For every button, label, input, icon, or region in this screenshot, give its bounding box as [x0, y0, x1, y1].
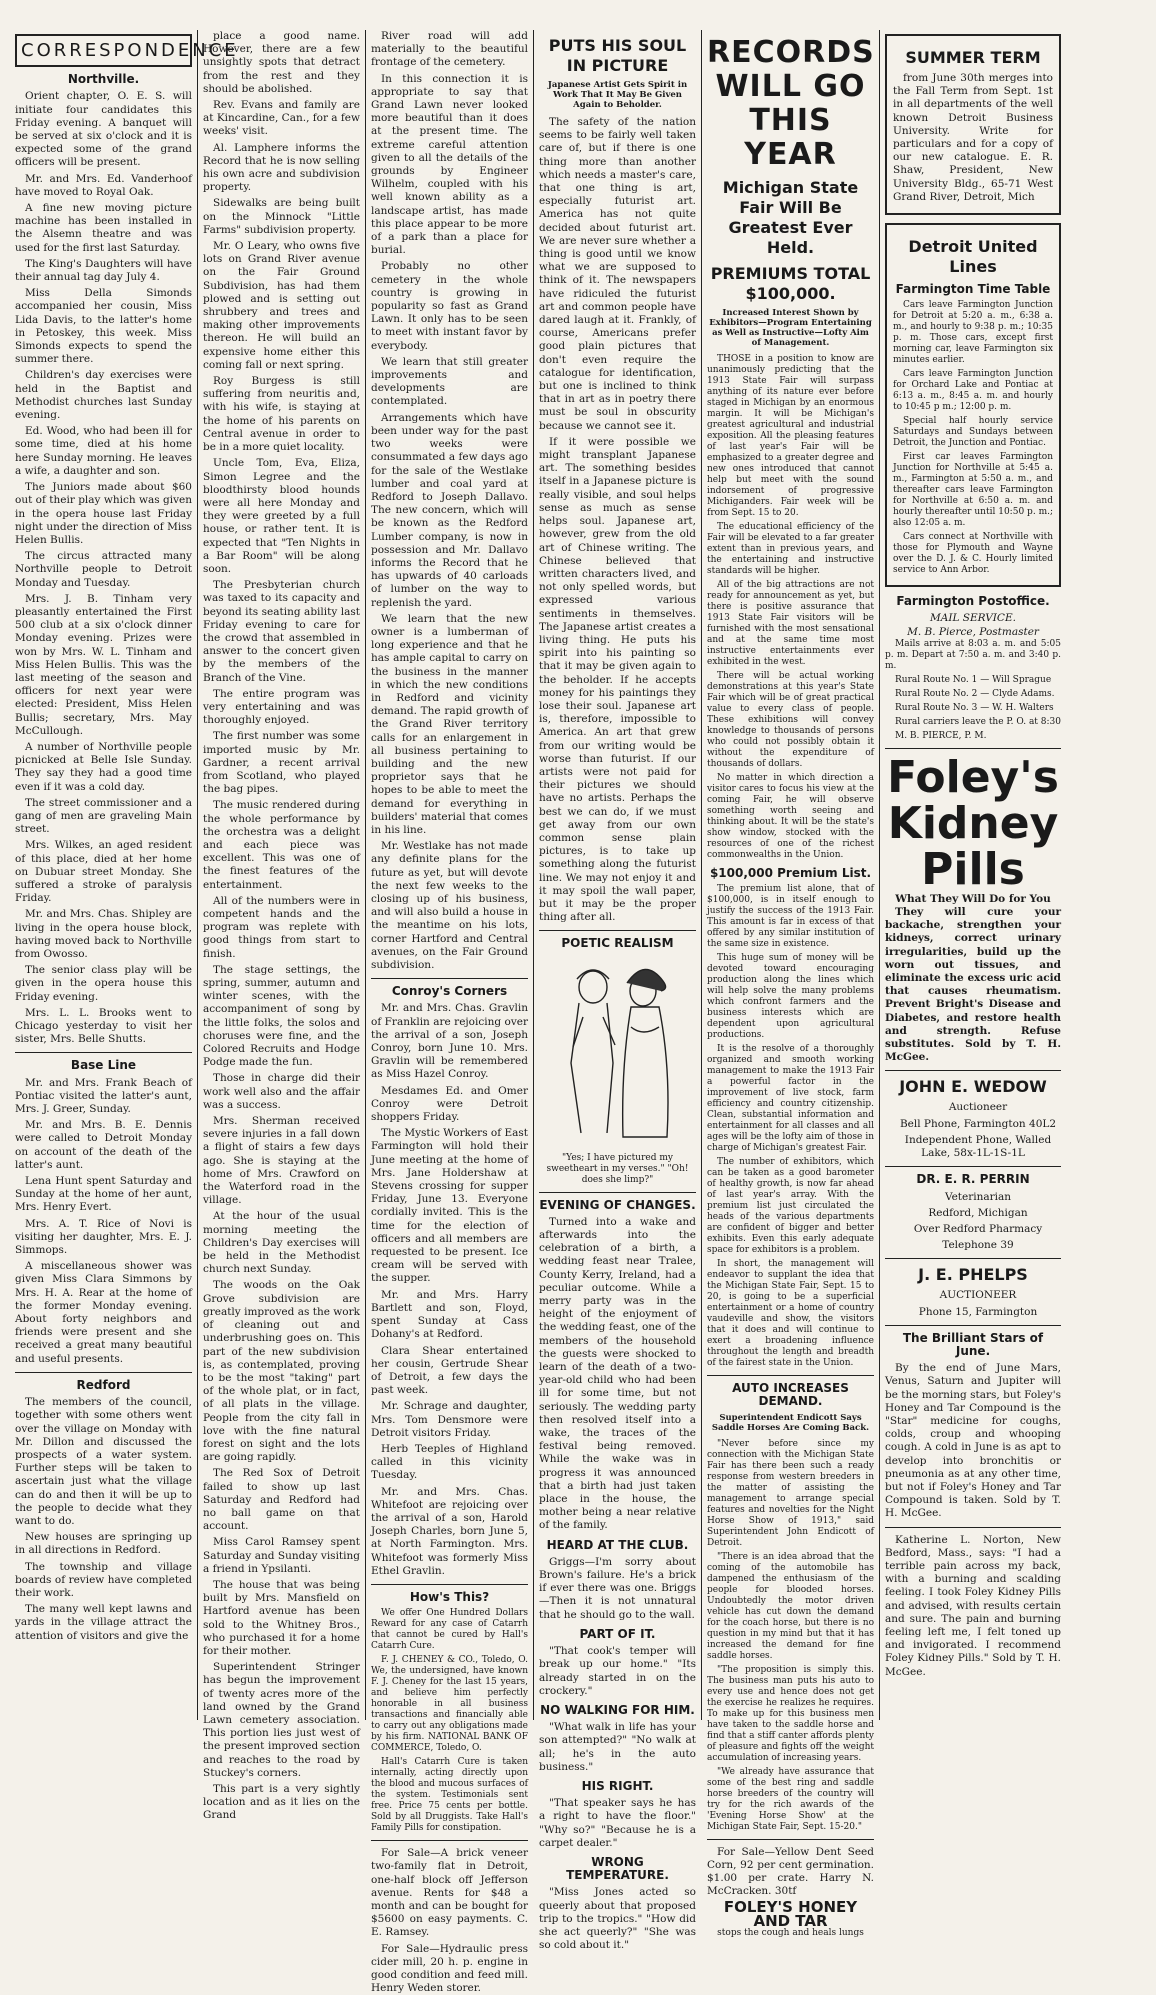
- summer-term-text: from June 30th merges into the Fall Term from Sept. 1st in all departments of the well known Detroit Business University. Write for particulars and for a copy of our new catalogue. E. R. Shaw, President, New University Bldg., 65-71 West Grand River, Detroit, Mich: [893, 72, 1053, 203]
- article-paragraph: "There is an idea abroad that the coming of the automobile has dampened the enthusiasm of the people for blooded horses. Undoubtedly the motor driven vehicle has cut down the demand for the coach horse, but there is no question in my mind but that it has increased the demand for fine saddle horses.: [707, 1551, 874, 1661]
- card-line: Telephone 39: [942, 1239, 1014, 1252]
- poetic-realism-heading: POETIC REALISM: [561, 936, 674, 951]
- auto-body: [707, 1439, 874, 1833]
- ad-item: We offer One Hundred Dollars Reward for any case of Catarrh that cannot be cured by Hall's Catarrh Cure.: [371, 1608, 528, 1652]
- correspondence-banner: CORRESPONDENCE: [15, 34, 192, 67]
- news-item: Those in charge did their work well also and the affair was a success.: [203, 1072, 360, 1111]
- news-item: The Juniors made about $60 out of their play which was given in the opera house last Friday night under the direction of Miss Helen Bullis.: [15, 481, 192, 546]
- timetable-item: Cars leave Farmington Junction for Detroit at 5:20 a. m., 6:38 a. m., and hourly to 9:38 p. m.; 10:35 p. m. Those cars, except first morning car, leave Farmington six minutes earlier.: [893, 300, 1053, 366]
- news-item: Rev. Evans and family are at Kincardine, Can., for a few weeks' visit.: [203, 99, 360, 138]
- article-paragraph: There will be actual working demonstrations at this year's State Fair which will be of great practical value to every class of people. These exhibitions will convey knowledge to thousands of persons who could not possibly obtain it without the expenditure of thousands of dollars.: [707, 671, 874, 769]
- seed-corn-ad: For Sale—Yellow Dent Seed Corn, 92 per cent germination. $1.00 per crate. Harry N. McCracken. 30tf: [707, 1845, 874, 1898]
- news-item: Sidewalks are being built on the Minnock "Little Farms" subdivision property.: [203, 197, 360, 236]
- news-item: Mr. and Mrs. Harry Bartlett and son, Floyd, spent Sunday at Cass Dohany's at Redford.: [371, 1288, 528, 1341]
- article-paragraph: In short, the management will endeavor to supplant the idea that the Michigan State Fair, Sept. 15 to 20, is going to be a superficial entertainment or a home of country vaudeville and show, the visitors that it does and will continue to exert a broadening influence throughout the length and breadth of the fairest state in the Union.: [707, 1259, 874, 1369]
- redford-heading: Redford: [76, 1377, 131, 1392]
- japanese-art-body: [539, 116, 696, 924]
- baseline-items: [15, 1077, 192, 1366]
- card-line: Veterinarian: [944, 1190, 1012, 1203]
- phelps-items: [885, 1289, 1061, 1318]
- timetable-item: First car leaves Farmington Junction for Northville at 5:45 a. m., Farmington at 5:50 a. m., and thereafter cars leave Farmington for Northville at 6:50 a. m. and hourly thereafter until 10:50 p. m.; also 12:05 a. m.: [893, 452, 1053, 529]
- foley-kidney-pills-heading: Foley's Kidney Pills: [887, 751, 1059, 895]
- news-item: Mr. and Mrs. Chas. Whitefoot are rejoicing over the arrival of a son, Harold Joseph Charles, born June 5, at North Farmington. Mrs. Whitefoot was formerly Miss Ethel Gravlin.: [371, 1485, 528, 1577]
- state-fair-body: [707, 354, 874, 861]
- norton-text: Katherine L. Norton, New Bedford, Mass., says: "I had a terrible pain across my back, with a burning and scalding feeling. I took Foley Kidney Pills and advised, with results certain and sure. The pain and burning feeling left me, I felt toned up and invigorated. I recommend Foley Kidney Pills." Sold by T. H. McGee.: [885, 1533, 1061, 1678]
- news-item: The King's Daughters will have their annual tag day July 4.: [15, 257, 192, 284]
- news-item: New houses are springing up in all directions in Redford.: [15, 1531, 192, 1557]
- postoffice-line: Mails arrive at 8:03 a. m. and 5:05 p. m. Depart at 7:50 a. m. and 3:40 p. m.: [885, 638, 1061, 671]
- news-item: Mr. and Mrs. B. E. Dennis were called to Detroit Monday on account of the death of the latter's aunt.: [15, 1119, 192, 1171]
- news-item: Mr. and Mrs. Chas. Gravlin of Franklin are rejoicing over the arrival of a son, Joseph Conroy, born June 10. Mrs. Gravlin will be remembered as Miss Hazel Conroy.: [371, 1002, 528, 1081]
- postoffice-line: Rural Route No. 2 — Clyde Adams.: [895, 688, 1055, 699]
- news-item: Mr. O Leary, who owns five lots on Grand River avenue on the Fair Ground Subdivision, has had them plowed and is setting out shrubbery and trees and making other improvements thereon. He will build an expensive home either this coming fall or next spring.: [203, 240, 360, 371]
- cemetery-lumber-items: [371, 30, 528, 972]
- foley-subheading: What They Will Do for You: [895, 892, 1051, 905]
- mail-service-label: MAIL SERVICE.: [930, 612, 1016, 625]
- article-paragraph: The educational efficiency of the Fair will be elevated to a far greater extent than in previous years, and the entertaining and instructive standards will be higher.: [707, 522, 874, 576]
- records-headline: RECORDS WILL GO THIS YEAR: [707, 35, 875, 172]
- perrin-heading: DR. E. R. PERRIN: [916, 1172, 1030, 1187]
- part-text: "That cook's temper will break up our home." "Its already started in on the crockery.": [539, 1645, 696, 1697]
- article-paragraph: All of the big attractions are not ready for announcement as yet, but there is positive assurance that 1913 State Fair visitors will be furnished with the most sensational and at the same time most instructive entertainments ever exhibited in the west.: [707, 580, 874, 667]
- evening-text: Turned into a wake and afterwards into the celebration of a birth, a wedding feast near Tralee, County Kerry, Ireland, had a peculiar outcome. While a merry party was in the height of the enjoyment of the wedding feast, one of the members of the household the guests were shocked to learn of the death of a two-year-old child who had been ill for some time, but not seriously. The wedding party then resolved itself into a wake, the traces of the festival being removed. While the wake was in progress it was announced that a birth had just taken place in the house, the mother being a near relative of the family.: [539, 1215, 696, 1532]
- article-paragraph: The number of exhibitors, which can be taken as a good barometer of healthy growth, is now far ahead of last year's array. With the premium list just circulated the heads of the various departments are confident of bigger and better exhibits. Even this early adequate space for exhibitors is a problem.: [707, 1157, 874, 1256]
- state-fair-subhead: Increased Interest Shown by Exhibitors—Program Entertaining as Well as Instructive—Lofty Aim of Management.: [709, 308, 872, 348]
- article-paragraph: This huge sum of money will be devoted toward encouraging production along the lines which will help solve the many problems which confront farmers and the business interests which are dependent upon agricultural productions.: [707, 953, 874, 1041]
- news-item: Mrs. L. L. Brooks went to Chicago yesterday to visit her sister, Mrs. Belle Shutts.: [15, 1006, 192, 1046]
- right-heading: HIS RIGHT.: [581, 1778, 654, 1793]
- news-item: Mr. and Mrs. Frank Beach of Pontiac visited the latter's aunt, Mrs. J. Greer, Sunday.: [15, 1076, 192, 1116]
- forsale-items: [371, 1847, 528, 1995]
- part-heading: PART OF IT.: [579, 1626, 656, 1641]
- premium-heading: $100,000 Premium List.: [709, 866, 872, 880]
- club-text: Griggs—I'm sorry about Brown's failure. He's a brick if ever there was one. Briggs—Then it is not unnatural that he should go to the wall.: [539, 1555, 696, 1621]
- news-item: Herb Teeples of Highland called in this vicinity Tuesday.: [371, 1442, 528, 1482]
- news-item: River road will add materially to the beautiful frontage of the cemetery.: [371, 30, 528, 69]
- column-4: [534, 30, 702, 1952]
- temp-text: "Miss Jones acted so queerly about that proposed trip to the tropics." "How did she act queerly?" "She was so cold about it.": [539, 1886, 696, 1952]
- timetable-item: Cars connect at Northville with those for Plymouth and Wayne over the D. J. & C. Hourly limited service to Ann Arbor.: [893, 532, 1053, 576]
- phelps-heading: J. E. PHELPS: [918, 1265, 1028, 1285]
- news-item: Roy Burgess is still suffering from neuritis and, with his wife, is staying at the home of his parents on Central avenue in order to be in a more quiet locality.: [203, 375, 360, 454]
- poetic-realism-cartoon: [543, 957, 693, 1147]
- news-item: The Mystic Workers of East Farmington will hold their June meeting at the home of Mrs. Jane Holdershaw at Stevens crossing for supper Friday, June 13. Everyone cordially invited. This is the time for the election of officers and all members are requested to be present. Ice cream will be served with the supper.: [371, 1127, 529, 1285]
- newspaper-page: [10, 30, 1146, 1995]
- howsthis-items: [371, 1608, 528, 1834]
- column-2: [198, 30, 366, 1822]
- news-item: The township and village boards of review have completed their work.: [15, 1560, 192, 1599]
- news-item: Superintendent Stringer has begun the improvement of twenty acres more of the land owned by the Grand Lawn cemetery association. This portion lies just west of the present improved section and reaches to the road by Stuckey's corners.: [203, 1661, 360, 1779]
- news-item: The first number was some imported music by Mr. Gardner, a recent arrival from Scotland, who played the bag pipes.: [203, 730, 360, 796]
- dul-subheading: Farmington Time Table: [895, 282, 1051, 297]
- conroy-items: [371, 1002, 528, 1578]
- news-item: Mr. Westlake has not made any definite plans for the future as yet, but will devote the next few weeks to the closing up of his business, and will also build a house in the meantime on his lots, corner Hartford and Central avenues, on the Fair Ground subdivision.: [371, 840, 528, 972]
- news-item: Lena Hunt spent Saturday and Sunday at the home of her aunt, Mrs. Henry Evert.: [15, 1175, 192, 1214]
- news-item: Miss Carol Ramsey spent Saturday and Sunday visiting a friend in Ypsilanti.: [203, 1536, 360, 1575]
- news-item: All of the numbers were in competent hands and the program was replete with good things from start to finish.: [203, 894, 360, 960]
- news-item: Mrs. J. B. Tinham very pleasantly entertained the First 500 club at a six o'clock dinner Monday evening. Prizes were won by Mrs. W. L. Tinham and Miss Helen Bullis. This was the last meeting of the season and officers for next year were elected: President, Miss Helen Bullis; secretary, Mrs. May McCullough.: [15, 592, 192, 737]
- article-paragraph: "We already have assurance that some of the best ring and saddle horse breeders of the country will try for the rich awards of the 'Evening Horse Show' at the Michigan State Fair, Sept. 15-20.": [707, 1766, 874, 1832]
- northville-heading: Northville.: [67, 72, 140, 87]
- card-line: Phone 15, Farmington: [918, 1305, 1038, 1318]
- evening-heading: EVENING OF CHANGES.: [539, 1197, 696, 1212]
- article-paragraph: No matter in which direction a visitor cares to focus his view at the coming Fair, he will observe something worth seeing and thinking about. It will be the state's show window, stocked with the resources of one of the richest commonwealths in the Union.: [707, 773, 874, 860]
- article-paragraph: "The proposition is simply this. The business man puts his auto to every use and hence does not get the exercise he realizes he requires. To make up for this business men have taken to the saddle horse and find that a stiff canter affords plenty of pleasure and fights off the weight accumulation of increasing years.: [707, 1664, 874, 1763]
- japanese-art-headline: PUTS HIS SOUL IN PICTURE: [548, 36, 687, 75]
- news-item: The street commissioner and a gang of men are graveling Main street.: [15, 796, 192, 836]
- news-item: A number of Northville people picnicked at Belle Isle Sunday. They say they had a good time even if it was a cold day.: [15, 740, 192, 793]
- postoffice-line: Rural Route No. 1 — Will Sprague: [895, 674, 1052, 685]
- postoffice-items: [885, 639, 1061, 742]
- wedow-items: [885, 1101, 1061, 1160]
- summer-term-heading: SUMMER TERM: [905, 48, 1041, 67]
- baseline-heading: Base Line: [70, 1058, 137, 1073]
- news-item: Ed. Wood, who had been ill for some time, died at his home here Sunday morning. He leaves a wife, a daughter and son.: [15, 425, 192, 477]
- news-item: The entire program was very entertaining and was thoroughly enjoyed.: [203, 687, 360, 727]
- news-item: Probably no other cemetery in the whole country is growing in popularity so fast as Grand Lawn. It only has to be seen to meet with instant favor by everybody.: [371, 260, 528, 352]
- state-fair-headline: Michigan State Fair Will Be Greatest Ever Held.: [722, 178, 859, 257]
- temp-heading: WRONG TEMPERATURE.: [566, 1854, 669, 1883]
- news-item: This part is a very sightly location and as it lies on the Grand: [203, 1783, 360, 1822]
- postoffice-line: Rural carriers leave the P. O. at 8:30: [895, 716, 1061, 727]
- news-item: Uncle Tom, Eva, Eliza, Simon Legree and the bloodthirsty blood hounds were all here Monday and they were greeted by a full house, or rather tent. It is expected that "Ten Nights in a Bar Room" will be along soon.: [203, 457, 360, 575]
- postmaster-name: M. B. Pierce, Postmaster: [907, 625, 1039, 638]
- classified-item: For Sale—Hydraulic press cider mill, 20 h. p. engine in good condition and feed mill. Henry Weden storer.: [371, 1942, 528, 1995]
- news-item: Orient chapter, O. E. S. will initiate four candidates this Friday evening. A banquet will be served at six o'clock and it is expected some of the grand officers will be present.: [15, 90, 192, 169]
- foleys-honey-tar-tagline: stops the cough and heals lungs: [717, 1927, 864, 1938]
- auto-subhead: Superintendent Endicott Says Saddle Horses Are Coming Back.: [711, 1412, 870, 1433]
- news-item: We learn that still greater improvements and developments are contemplated.: [371, 355, 528, 408]
- article-paragraph: The premium list alone, that of $100,000, is in itself enough to justify the success of the 1913 Fair. This amount is far in excess of that offered by any similar institution of the same size in existence.: [707, 884, 874, 950]
- ad-item: F. J. CHENEY & CO., Toledo, O. We, the undersigned, have known F. J. Cheney for the last 15 years, and believe him perfectly honorable in all business transactions and financially able to carry out any obligations made by his firm. NATIONAL BANK OF COMMERCE, Toledo, O.: [371, 1655, 528, 1754]
- news-item: The senior class play will be given in the opera house this Friday evening.: [15, 964, 192, 1003]
- news-item: Clara Shear entertained her cousin, Gertrude Shear of Detroit, a few days the past week.: [371, 1344, 528, 1397]
- ad-item: Hall's Catarrh Cure is taken internally, acting directly upon the blood and mucous surfaces of the system. Testimonials sent free. Price 75 cents per bottle. Sold by all Druggists. Take Hall's Family Pills for constipation.: [371, 1757, 528, 1834]
- article-paragraph: It is the resolve of a thoroughly organized and smooth working management to make the 1913 Fair a powerful factor in the improvement of live stock, farm efficiency and country citizenship. Clean, substantial information and entertainment for all classes and all ages will be the lofty aim of those in charge of Michigan's greatest Fair.: [707, 1044, 874, 1154]
- card-line: Over Redford Pharmacy: [913, 1222, 1043, 1235]
- postoffice-line: M. B. PIERCE, P. M.: [895, 730, 987, 741]
- dul-timetable: [885, 223, 1061, 587]
- news-item: The members of the council, together with some others went over the village on Monday with Mr. Dillon and discussed the prospects of a water system. Further steps will be taken to ascertain just what the village can do and then it will be up to the people to decide what they want to do.: [15, 1396, 192, 1527]
- dul-items: [893, 300, 1053, 576]
- news-item: Mr. and Mrs. Chas. Shipley are living in the opera house block, having moved back to Northville from Owosso.: [15, 908, 192, 960]
- premium-body: [707, 884, 874, 1369]
- news-item: Arrangements which have been under way for the past two weeks were consummated a few days ago for the sale of the Westlake lumber and coal yard at Redford to Joseph Dallavo. The new concern, which will be known as the Redford Lumber company, is now in possession and Mr. Dallavo informs the Record that he has upwards of 40 carloads of lumber on the way to replenish the yard.: [371, 411, 528, 609]
- news-item: Al. Lamphere informs the Record that he is now selling his own acre and subdivision property.: [203, 141, 360, 194]
- dul-heading: Detroit United Lines: [908, 237, 1038, 277]
- cartoon-caption: "Yes; I have pictured my sweetheart in my verses." "Oh! does she limp?": [546, 1152, 689, 1185]
- redford-items: [15, 1396, 192, 1643]
- column-3: [366, 30, 534, 1995]
- summer-term-ad: [885, 34, 1061, 215]
- column-5: [702, 30, 880, 1938]
- card-line: Independent Phone, Walled Lake, 58x-1L-1S-1L: [904, 1133, 1052, 1160]
- news-item: The music rendered during the whole performance by the orchestra was a delight and each piece was excellent. This was one of the finest features of the entertainment.: [203, 799, 360, 891]
- stars-heading: The Brilliant Stars of June.: [902, 1330, 1044, 1358]
- redford-continued-items: [203, 30, 360, 1823]
- auto-heading: AUTO INCREASES DEMAND.: [732, 1381, 849, 1409]
- news-item: Mrs. A. T. Rice of Novi is visiting her daughter, Mrs. E. J. Simmops.: [15, 1217, 192, 1257]
- news-item: At the hour of the usual morning meeting the Children's Day exercises will be held in the Methodist church next Sunday.: [203, 1210, 360, 1276]
- timetable-item: Special half hourly service Saturdays and Sundays between Detroit, the Junction and Pontiac.: [893, 416, 1053, 449]
- howsthis-heading: How's This?: [409, 1589, 490, 1604]
- japanese-art-subhead: Japanese Artist Gets Spirit in Work That It May Be Given Again to Beholder.: [547, 80, 688, 110]
- news-item: Mrs. Sherman received severe injuries in a fall down a flight of stairs a few days ago. She is staying at the home of Mrs. Crawford on the Waterford road in the village.: [203, 1115, 360, 1207]
- postoffice-line: Rural Route No. 3 — W. H. Walters: [895, 702, 1054, 713]
- club-heading: HEARD AT THE CLUB.: [546, 1537, 689, 1552]
- premiums-headline: PREMIUMS TOTAL $100,000.: [710, 264, 871, 303]
- northville-items: [15, 90, 192, 1046]
- foleys-honey-tar-ad: FOLEY'S HONEY AND TAR: [723, 1898, 858, 1930]
- article-paragraph: THOSE in a position to know are unanimously predicting that the 1913 State Fair will surpass anything of its nature ever before staged in Michigan by an enormous margin. It will be Michigan's greatest agricultural and industrial exposition. All the pleasing features of last year's Fair will be emphasized to a greater degree and new ones introduced that cannot help but meet with the sound indorsement of progressive Michiganders. Fair week will be from Sept. 15 to 20.: [707, 354, 874, 518]
- postoffice-heading: Farmington Postoffice.: [896, 594, 1050, 609]
- news-item: In this connection it is appropriate to say that Grand Lawn never looked more beautiful than it does at the present time. The extreme careful attention given to all the details of the grounds by Engineer Wilhelm, coupled with his well known ability as a landscape artist, has made this place appear to be more of a park than a place for burial.: [371, 72, 528, 257]
- news-item: Mesdames Ed. and Omer Conroy were Detroit shoppers Friday.: [371, 1084, 528, 1124]
- news-item: The circus attracted many Northville people to Detroit Monday and Tuesday.: [15, 550, 192, 589]
- article-paragraph: "Never before since my connection with the Michigan State Fair has there been such a ready response from western breeders in the matter of assisting the management to arrange special features and novelties for the Night Horse Show of 1913," said Superintendent John Endicott of Detroit.: [707, 1438, 874, 1548]
- classified-item: For Sale—A brick veneer two-family flat in Detroit, one-half block off Jefferson avenue. Rents for $48 a month and can be bought for $5600 on easy payments. C. E. Ramsey.: [371, 1847, 528, 1939]
- news-item: The stage settings, the spring, summer, autumn and winter scenes, with the accompaniment of song by the little folks, the solos and choruses were fine, and the Colored Recruits and Hodge Podge made the fun.: [203, 963, 360, 1069]
- news-item: A miscellaneous shower was given Miss Clara Simmons by Mrs. H. A. Rear at the home of the former Monday evening. About forty neighbors and friends were present and she received a great many beautiful and useful presents.: [15, 1260, 192, 1365]
- news-item: place a good name. However, there are a few unsightly spots that detract from the rest and they should be abolished.: [203, 30, 360, 95]
- wedow-heading: JOHN E. WEDOW: [899, 1077, 1047, 1097]
- news-item: Mrs. Wilkes, an aged resident of this place, died at her home on Dubuar street Monday. She suffered a stroke of paralysis Friday.: [15, 839, 192, 905]
- article-paragraph: The safety of the nation seems to be fairly well taken care of, but if there is one thing more than another which needs a master's care, that one thing is art, especially futurist art. America has not quite decided about futurist art. We are never sure whether a thing is good until we know what we are supposed to think of it. The newspapers have ridiculed the futurist art and common people have dared laugh at it. Frankly, of course, Americans prefer good plain pictures that don't even require the catalogue for identification, but one is inclined to think that in art as in poetry there must be soul in obscurity because we cannot see it.: [539, 116, 696, 432]
- walking-heading: NO WALKING FOR HIM.: [540, 1702, 695, 1717]
- column-6: [880, 30, 1066, 1720]
- card-line: Auctioneer: [948, 1101, 1008, 1114]
- news-item: Mr. Schrage and daughter, Mrs. Tom Densmore were Detroit visitors Friday.: [371, 1400, 528, 1439]
- news-item: The many well kept lawns and yards in the village attract the attention of visitors and give the: [15, 1603, 192, 1642]
- card-line: Redford, Michigan: [928, 1206, 1028, 1219]
- stars-text: By the end of June Mars, Venus, Saturn and Jupiter will be the morning stars, but Foley's Honey and Tar Compound is the "Star" medicine for coughs, colds, croup and whooping cough. A cold in June is as apt to develop into bronchitis or pneumonia as at any other time, but not if Foley's Honey and Tar Compound is taken. Sold by T. H. McGee.: [885, 1362, 1061, 1520]
- right-text: "That speaker says he has a right to have the floor." "Why so?" "Because he is a carpet dealer.": [539, 1797, 696, 1849]
- news-item: The woods on the Oak Grove subdivision are greatly improved as the work of cleaning out and underbrushing goes on. This part of the new subdivision is, as contemplated, proving to be the most "taking" part of the whole plat, or in fact, of all plats in the village. People from the city fall in love with the fine natural forest on sight and the lots are going rapidly.: [203, 1279, 360, 1464]
- article-paragraph: If it were possible we might transplant Japanese art. The something besides itself in a Japanese picture is really visible, and soul helps sense as much as sense helps soul. Japanese art, however, grew from the old art of Chinese writing. The Chinese believed that written characters lived, and not only spelled words, but expressed various sentiments in themselves. The Japanese artist creates a living thing. He puts his spirit into his painting so that it may be given again to the beholder. If he accepts money for his paintings they lose their soul. Japanese art is, therefore, impossible to America. An art that grew from our writing would be worse than futurist. If our artists were not paid for their pictures we should have no artists. Perhaps the best we can do, if we must get away from our own common sense plain pictures, is to take up something along the futurist line. We may not enjoy it and it may spoil the wall paper, but it may be the proper thing after all.: [539, 435, 696, 924]
- card-line: AUCTIONEER: [939, 1289, 1017, 1302]
- news-item: The Presbyterian church was taxed to its capacity and beyond its seating ability last Friday evening to care for the crowd that assembled in answer to the concert given by the members of the Branch of the Vine.: [203, 579, 360, 684]
- news-item: Children's day exercises were held in the Baptist and Methodist churches last Sunday evening.: [15, 369, 192, 422]
- column-1: [10, 30, 239, 1720]
- news-item: Mr. and Mrs. Ed. Vanderhoof have moved to Royal Oak.: [15, 172, 192, 198]
- foley-text: They will cure your backache, strengthen your kidneys, correct urinary irregularities, build up the worn out tissues, and eliminate the excess uric acid that causes rheumatism. Prevent Bright's Disease and Diabetes, and restore health and strength. Refuse substitutes. Sold by T. H. McGee.: [885, 906, 1061, 1064]
- news-item: The house that was being built by Mrs. Mansfield on Hartford avenue has been sold to the Whitney Bros., who purchased it for a home for their mother.: [203, 1578, 360, 1657]
- news-item: A fine new moving picture machine has been installed in the Alsemn theatre and was used for the first last Saturday.: [15, 202, 192, 254]
- walking-text: "What walk in life has your son attempted?" "No walk at all; he's in the auto business.": [539, 1721, 696, 1773]
- news-item: The Red Sox of Detroit failed to show up last Saturday and Redford had no ball game on that account.: [203, 1467, 360, 1533]
- news-item: Miss Della Simonds accompanied her cousin, Miss Lida Davis, to the latter's home in Petoskey, this week. Miss Simonds expects to spend the summer there.: [15, 287, 192, 366]
- conroy-heading: Conroy's Corners: [391, 984, 508, 999]
- timetable-item: Cars leave Farmington Junction for Orchard Lake and Pontiac at 6:13 a. m., 8:45 a. m. and hourly to 10:45 p m.; 12:00 p. m.: [893, 369, 1053, 413]
- perrin-items: [885, 1191, 1061, 1253]
- card-line: Bell Phone, Farmington 40L2: [899, 1117, 1057, 1130]
- news-item: We learn that the new owner is a lumberman of long experience and that he has ample capital to carry on the business in the manner in which the new conditions in Redford and vicinity demand. The rapid growth of the Grand River territory calls for an enlargement in all business pertaining to building and the new proprietor says that he hopes to be able to meet the demand for everything in builders' material that comes in his line.: [371, 612, 528, 836]
